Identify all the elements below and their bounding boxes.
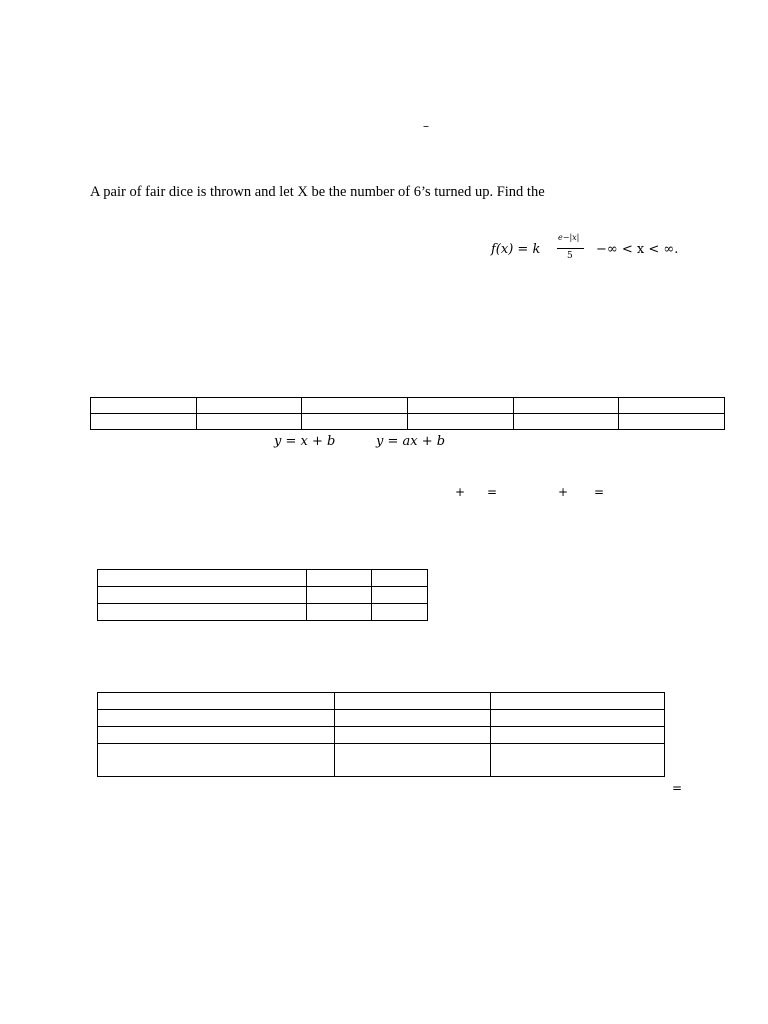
density-lhs: f(x) = k: [491, 242, 541, 257]
table-1: [90, 397, 725, 430]
table-row: [98, 693, 665, 710]
table-cell: [196, 398, 302, 414]
table-cell: [335, 727, 491, 744]
table-cell: [196, 414, 302, 430]
table-cell: [335, 710, 491, 727]
table-cell: [513, 398, 619, 414]
table-cell: [491, 727, 665, 744]
table-cell: [491, 744, 665, 777]
table-cell: [307, 587, 372, 604]
plus-sign-1: +: [455, 485, 466, 499]
table-cell: [372, 587, 428, 604]
table-cell: [372, 570, 428, 587]
table-cell: [98, 570, 307, 587]
question-text: A pair of fair dice is thrown and let X be the number of 6’s turned up. Find the: [90, 184, 545, 200]
table-row: [91, 398, 725, 414]
equals-sign-1: =: [487, 485, 498, 499]
table-cell: [302, 414, 408, 430]
density-denominator: 5: [567, 251, 573, 261]
regression-line-1: y = x + b: [274, 434, 336, 449]
table-2: [97, 569, 428, 621]
regression-line-2: y = ax + b: [376, 434, 446, 449]
table-cell: [407, 414, 513, 430]
table-cell: [619, 414, 725, 430]
table-row: [98, 744, 665, 777]
table-cell: [91, 398, 197, 414]
top-dash: –: [423, 119, 429, 133]
table-row: [98, 710, 665, 727]
table-cell: [307, 570, 372, 587]
plus-sign-2: +: [558, 485, 569, 499]
density-numerator: e−|x|: [558, 233, 580, 242]
table-cell: [335, 744, 491, 777]
table-row: [98, 727, 665, 744]
table-cell: [335, 693, 491, 710]
table-row: [91, 414, 725, 430]
table-row: [98, 604, 428, 621]
table-cell: [98, 710, 335, 727]
table-cell: [491, 693, 665, 710]
equals-sign-2: =: [594, 485, 605, 499]
table-cell: [491, 710, 665, 727]
table-cell: [98, 604, 307, 621]
table-cell: [98, 744, 335, 777]
table-cell: [302, 398, 408, 414]
equals-sign-3: =: [672, 781, 683, 795]
table-cell: [372, 604, 428, 621]
table-cell: [98, 693, 335, 710]
table-cell: [619, 398, 725, 414]
table-row: [98, 570, 428, 587]
table-cell: [513, 414, 619, 430]
density-domain: −∞ < x < ∞.: [596, 242, 679, 257]
table-3: [97, 692, 665, 777]
table-cell: [407, 398, 513, 414]
table-cell: [307, 604, 372, 621]
density-fraction-bar: [557, 248, 584, 249]
table-cell: [98, 727, 335, 744]
table-cell: [91, 414, 197, 430]
table-cell: [98, 587, 307, 604]
table-row: [98, 587, 428, 604]
